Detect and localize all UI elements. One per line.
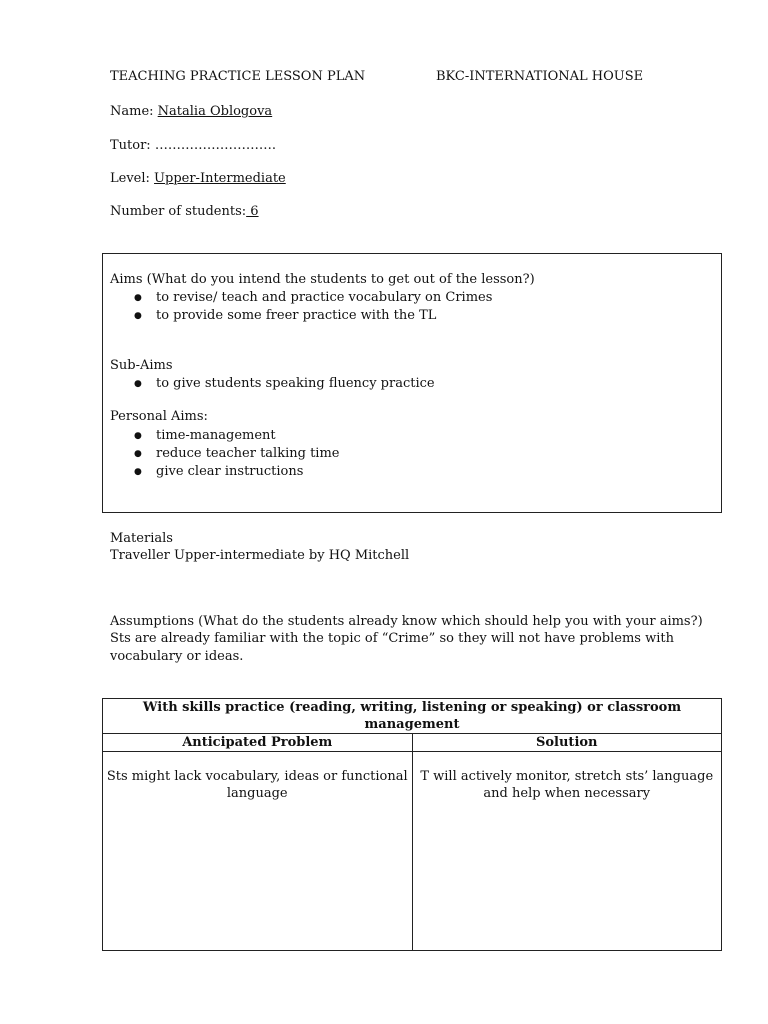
subaims-list	[110, 375, 756, 393]
problem-line-2: language	[226, 786, 288, 801]
assumptions-line-2: vocabulary or ideas.	[110, 649, 244, 664]
school-name: BKC-INTERNATIONAL HOUSE	[436, 69, 644, 84]
document-title: TEACHING PRACTICE LESSON PLAN	[110, 69, 366, 84]
subaims-item: ● to give students speaking fluency practice	[156, 375, 756, 393]
personal-aims-item: ● time-management	[156, 427, 756, 445]
level-label: Level:	[110, 171, 150, 186]
tutor-row	[110, 138, 276, 153]
level-row	[110, 171, 419, 186]
aims-list	[110, 289, 756, 325]
personal-aims-list	[110, 427, 756, 481]
materials-text: Traveller Upper-intermediate by HQ Mitchell	[110, 548, 410, 563]
tutor-label: Tutor:	[110, 138, 151, 153]
level-value: Upper-Intermediate	[154, 171, 286, 186]
solution-line-2: and help when necessary	[483, 786, 651, 801]
problem-line-1: Sts might lack vocabulary, ideas or functional	[106, 769, 408, 784]
problems-table-title: With skills practice (reading, writing, listening or speaking) or classroom management	[103, 699, 722, 734]
table-row	[103, 752, 722, 951]
assumptions-line-1: Sts are already familiar with the topic of “Crime” so they will not have problems with	[110, 631, 674, 646]
problem-cell	[103, 752, 413, 951]
name-value: Natalia Oblogova	[157, 104, 273, 119]
personal-aims-heading: Personal Aims:	[110, 409, 208, 424]
name-label: Name:	[110, 104, 154, 119]
solution-cell	[412, 752, 722, 951]
column-header-solution: Solution	[412, 734, 722, 752]
personal-aims-item: ● give clear instructions	[156, 463, 756, 481]
aims-heading: Aims (What do you intend the students to get out of the lesson?)	[110, 272, 535, 287]
problems-table	[102, 698, 722, 951]
assumptions-heading: Assumptions (What do the students already know which should help you with your aims?)	[110, 614, 703, 629]
materials-heading: Materials	[110, 531, 173, 546]
column-header-problem: Anticipated Problem	[103, 734, 413, 752]
aims-item: ● to provide some freer practice with the TL	[156, 307, 756, 325]
name-row	[110, 104, 272, 119]
personal-aims-item: ● reduce teacher talking time	[156, 445, 756, 463]
solution-line-1: T will actively monitor, stretch sts’ language	[420, 769, 714, 784]
aims-box	[102, 253, 722, 513]
students-row	[110, 204, 259, 219]
aims-item: ● to revise/ teach and practice vocabulary on Crimes	[156, 289, 756, 307]
students-label: Number of students:	[110, 204, 247, 219]
students-value: 6	[246, 204, 259, 219]
tutor-value: ……………………….	[154, 138, 276, 153]
subaims-heading: Sub-Aims	[110, 358, 173, 373]
